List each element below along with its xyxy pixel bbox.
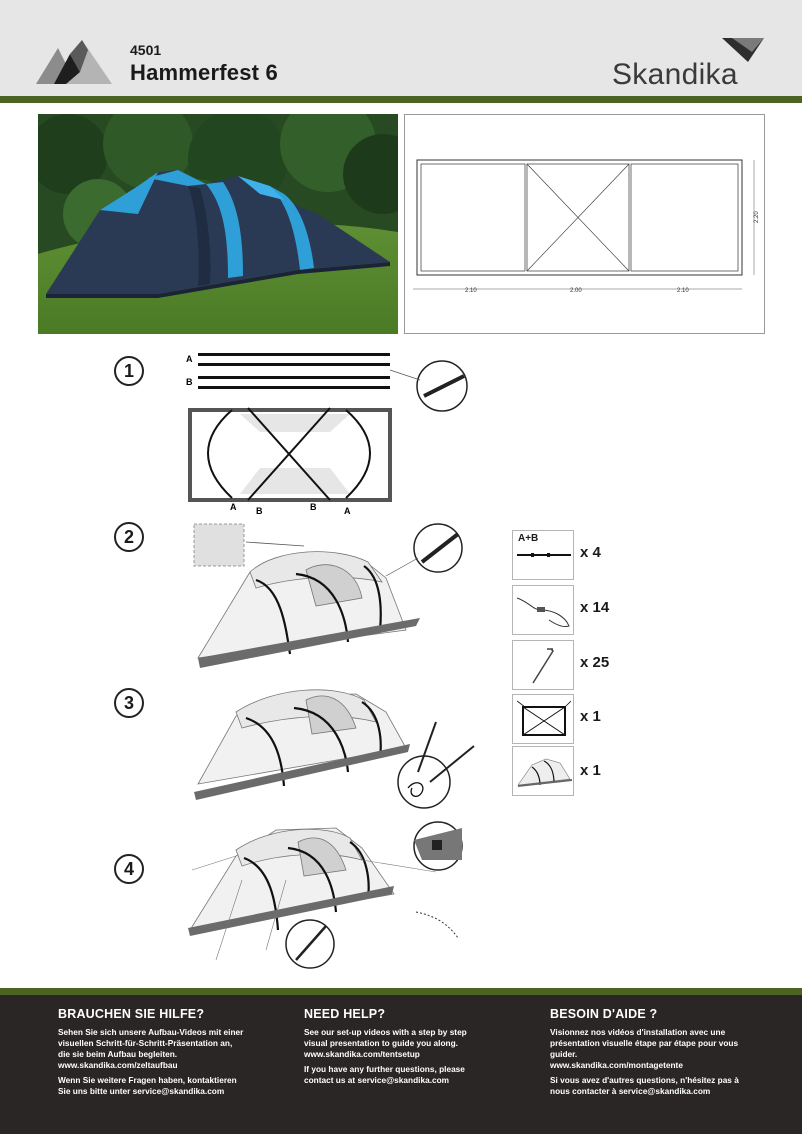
help-text-de-3: die sie beim Aufbau begleiten.: [58, 1049, 178, 1059]
help-link-de[interactable]: www.skandika.com/zeltaufbau: [58, 1060, 178, 1070]
help-text-fr-1: Visionnez nos vidéos d'installation avec une: [550, 1027, 726, 1037]
help-text-de-1: Sehen Sie sich unsere Aufbau-Videos mit einer: [58, 1027, 244, 1037]
pole-label-b: B: [186, 377, 193, 387]
help-title-fr: BESOIN D'AIDE ?: [550, 1007, 658, 1021]
step-number-4: 4: [114, 854, 144, 884]
help-text-en-1: See our set-up videos with a step by step: [304, 1027, 467, 1037]
parts-item-pegs: [512, 640, 574, 690]
footer: [0, 995, 802, 1134]
cross-label-1: A: [230, 502, 237, 512]
tent-product-photo: [38, 114, 398, 334]
footer-accent-band: [0, 988, 802, 995]
help-text-en-2: visual presentation to guide you along.: [304, 1038, 458, 1048]
header: [0, 0, 802, 96]
help-column-en: [304, 1007, 519, 1086]
parts-qty-guy-ropes: x 14: [580, 599, 610, 616]
step-4-illustration: [186, 820, 476, 980]
help-text-fr-3: guider.: [550, 1049, 578, 1059]
help-contact-fr-2: nous contacter à service@skandika.com: [550, 1086, 711, 1096]
header-accent-band: [0, 96, 802, 103]
parts-item-guy-ropes: [512, 585, 574, 635]
step-3-illustration: [186, 672, 476, 822]
parts-item-tent: [512, 746, 574, 796]
help-title-en: NEED HELP?: [304, 1007, 386, 1021]
help-contact-fr-1: Si vous avez d'autres questions, n'hésitez pas à: [550, 1075, 739, 1085]
step-number-3: 3: [114, 688, 144, 718]
model-name: Hammerfest 6: [130, 60, 278, 85]
dim-left: 2.10: [465, 288, 477, 294]
floor-plan-dimensions: [405, 115, 766, 335]
help-title-de: BRAUCHEN SIE HILFE?: [58, 1007, 205, 1021]
pole-label-a: A: [186, 354, 193, 364]
help-text-fr-2: présentation visuelle étape par étape pour vous: [550, 1038, 739, 1048]
cross-label-2: B: [256, 506, 263, 516]
brand-name: Skandika: [612, 58, 738, 91]
step-number-2: 2: [114, 522, 144, 552]
dim-right: 2.10: [677, 288, 689, 294]
help-contact-en-1: If you have any further questions, please: [304, 1064, 465, 1074]
parts-item-poles: [512, 530, 574, 580]
parts-pole-label: A+B: [518, 533, 539, 544]
parts-list: [510, 528, 630, 796]
mountain-logo-icon: [36, 38, 112, 86]
parts-qty-tent: x 1: [580, 762, 601, 779]
help-column-de: [58, 1007, 273, 1097]
step-number-1: 1: [114, 356, 144, 386]
parts-qty-poles: x 4: [580, 544, 601, 561]
parts-item-groundsheet: [512, 694, 574, 744]
dim-middle: 2.00: [570, 288, 582, 294]
help-link-en[interactable]: www.skandika.com/tentsetup: [304, 1049, 420, 1059]
groundsheet-icon: [517, 699, 571, 741]
help-contact-de-1: Wenn Sie weitere Fragen haben, kontaktieren: [58, 1075, 237, 1085]
cross-label-3: B: [310, 502, 317, 512]
parts-qty-pegs: x 25: [580, 654, 610, 671]
help-contact-de-2: Sie uns bitte unter service@skandika.com: [58, 1086, 225, 1096]
step-1-illustration: [180, 348, 480, 518]
model-code: 4501: [130, 42, 162, 58]
tent-peg-icon: [523, 645, 563, 687]
help-link-fr[interactable]: www.skandika.com/montagetente: [550, 1060, 683, 1070]
dim-depth: 2.20: [754, 211, 760, 223]
step-2-illustration: [186, 518, 476, 668]
parts-qty-groundsheet: x 1: [580, 708, 601, 725]
help-contact-en-2: contact us at service@skandika.com: [304, 1075, 450, 1085]
floor-plan: [404, 114, 765, 334]
cross-label-4: A: [344, 506, 351, 516]
pole-icon: [517, 551, 571, 559]
help-text-de-2: visuellen Schritt-für-Schritt-Präsentation an,: [58, 1038, 233, 1048]
guy-rope-icon: [515, 590, 573, 632]
help-column-fr: [550, 1007, 765, 1097]
tent-icon: [516, 753, 572, 791]
